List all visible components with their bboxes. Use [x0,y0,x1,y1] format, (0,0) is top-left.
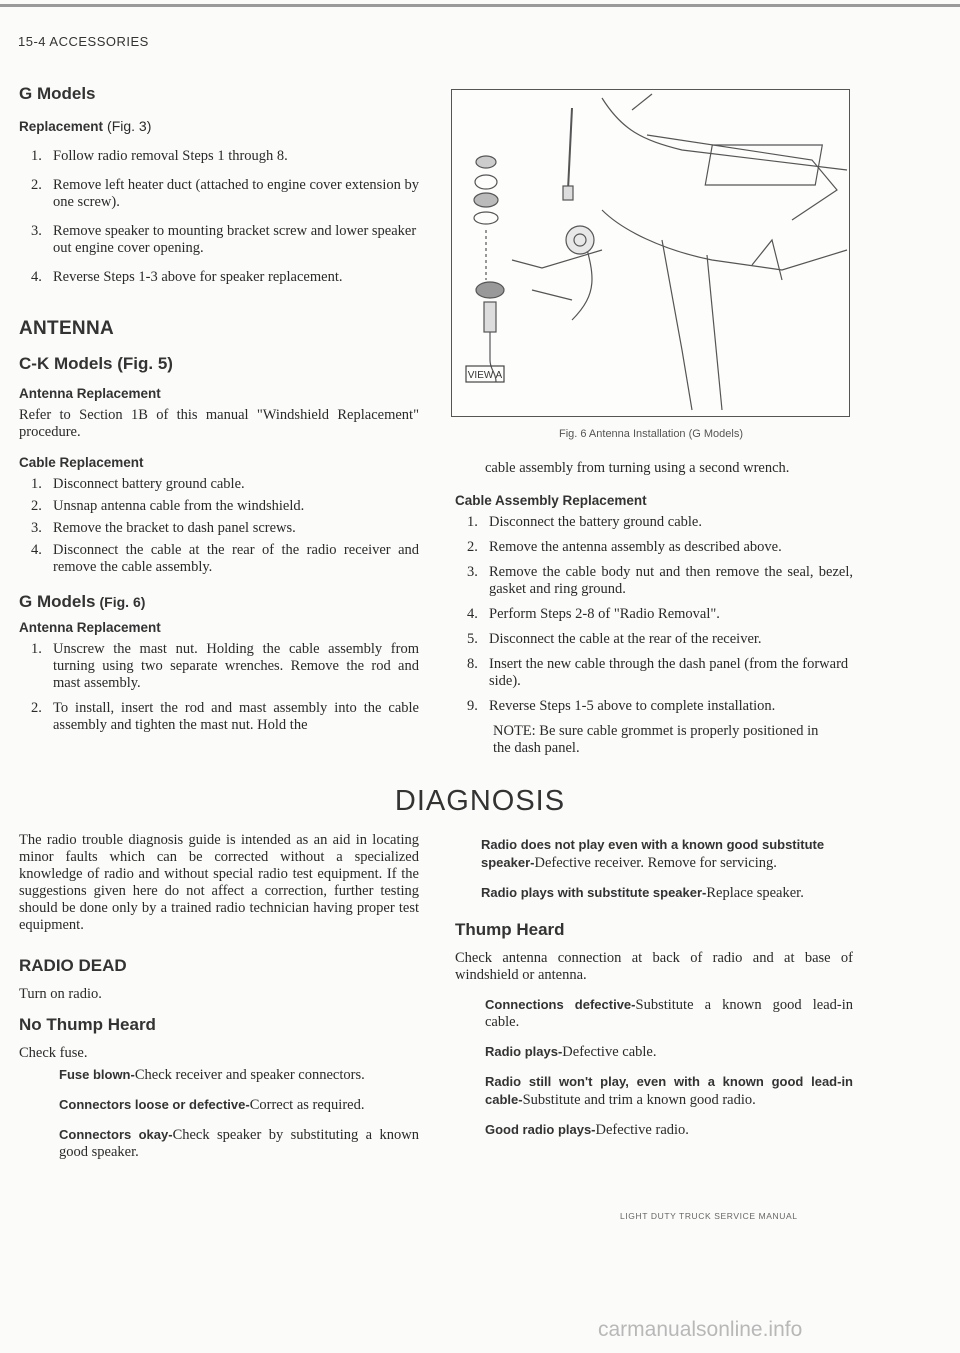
ck-models-heading: C-K Models (Fig. 5) [19,354,173,373]
antenna-heading: ANTENNA [19,318,114,339]
replacement-heading: Replacement (Fig. 3) [19,118,152,134]
antenna-illustration [452,90,849,416]
thump-heard-heading: Thump Heard [455,920,565,939]
list-item: 2. To install, insert the rod and mast assembly into the cable assembly and tighten the mast nut. Hold the [31,700,419,733]
figure-caption: Fig. 6 Antenna Installation (G Models) [558,428,744,440]
ck-antenna-text: Refer to Section 1B of this manual "Windshield Replacement" procedure. [19,407,419,440]
note-text: NOTE: Be sure cable grommet is properly positioned in the dash panel. [493,723,819,756]
thump-heard-text: Check antenna connection at back of radio and at base of windshield or antenna. [455,950,853,983]
list-item: 4. Disconnect the cable at the rear of the radio receiver and remove the cable assembly. [31,542,419,575]
left-column [19,84,419,734]
cable-steps-list [19,476,419,576]
footer-manual-title: LIGHT DUTY TRUCK SERVICE MANUAL [620,1211,798,1221]
top-rule [0,4,960,7]
list-item: 1. Unscrew the mast nut. Holding the cable assembly from turning using two separate wrenches. Remove the rod and mast assembly. [31,641,419,691]
ck-antenna-replacement-heading: Antenna Replacement [19,386,161,401]
list-item: 2. Unsnap antenna cable from the windshield. [31,498,305,514]
connectors-loose-entry: Connectors loose or defective-Correct as required. [59,1097,365,1113]
diagnosis-left-column [19,832,419,1161]
g6-models-heading: G Models (Fig. 6) [19,592,146,611]
connectors-okay-entry: Connectors okay-Check speaker by substituting a known good speaker. [59,1127,419,1160]
running-head: 15-4 ACCESSORIES [18,34,149,49]
g6-antenna-replacement-heading: Antenna Replacement [19,620,161,635]
list-item: 1. Disconnect battery ground cable. [31,476,245,492]
diagnosis-intro: The radio trouble diagnosis guide is intended as an aid in locating minor faults which can be corrected without a specialized knowledge of radio and without special radio test equipment. If the suggestions given here do not affect a correction, further testing should be done only by a trained radio technician having proper test equipment. [19,832,419,933]
radio-plays-entry: Radio plays-Defective cable. [485,1044,657,1060]
list-item: 4. Reverse Steps 1-3 above for speaker replacement. [31,269,343,285]
radio-dead-heading: RADIO DEAD [19,956,127,975]
watermark: carmanualsonline.info [598,1318,803,1341]
g-models-heading: G Models [19,84,96,103]
cable-assembly-steps-list [455,514,853,715]
turn-on-text: Turn on radio. [19,986,102,1002]
good-radio-plays-entry: Good radio plays-Defective radio. [485,1122,689,1138]
connections-defective-entry: Connections defective-Substitute a known good lead-in cable. [485,997,854,1030]
radio-no-play-entry: Radio does not play even with a known good substitute speaker-Defective receiver. Remove for servicing. [481,837,825,871]
right-column [455,460,853,757]
list-item: 3. Remove the bracket to dash panel screws. [31,520,296,536]
list-item: 9. Reverse Steps 1-5 above to complete installation. [467,698,776,714]
list-item: 8. Insert the new cable through the dash panel (from the forward side). [467,656,849,689]
fuse-blown-entry: Fuse blown-Check receiver and speaker connectors. [59,1067,365,1083]
svg-text:VIEW A: VIEW A [467,370,503,381]
list-item: 2. Remove the antenna assembly as described above. [467,539,782,555]
diagnosis-right-column [455,836,853,1139]
list-item: 1. Follow radio removal Steps 1 through 8. [31,148,288,164]
cable-replacement-heading: Cable Replacement [19,455,144,470]
g6-steps-list [19,641,419,734]
view-a-label [466,366,504,382]
list-item: 3. Remove the cable body nut and then remove the seal, bezel, gasket and ring ground. [467,564,853,597]
antenna-installation-figure [451,89,850,417]
check-fuse-text: Check fuse. [19,1045,88,1061]
radio-plays-substitute-entry: Radio plays with substitute speaker-Replace speaker. [481,885,804,901]
list-item: 1. Disconnect the battery ground cable. [467,514,702,530]
list-item: 5. Disconnect the cable at the rear of the receiver. [467,631,762,647]
cable-assembly-replacement-heading: Cable Assembly Replacement [455,493,647,508]
no-thump-heading: No Thump Heard [19,1015,156,1034]
list-item: 3. Remove speaker to mounting bracket screw and lower speaker out engine cover opening. [31,223,417,256]
list-item: 2. Remove left heater duct (attached to engine cover extension by one screw). [31,177,419,210]
continued-text: cable assembly from turning using a second wrench. [485,460,790,476]
list-item: 4. Perform Steps 2-8 of "Radio Removal". [467,606,720,622]
diagnosis-heading: DIAGNOSIS [394,785,566,817]
still-wont-play-entry: Radio still won't play, even with a known good lead-in cable-Substitute and trim a known good radio. [485,1074,853,1108]
g-steps-list [19,148,419,286]
